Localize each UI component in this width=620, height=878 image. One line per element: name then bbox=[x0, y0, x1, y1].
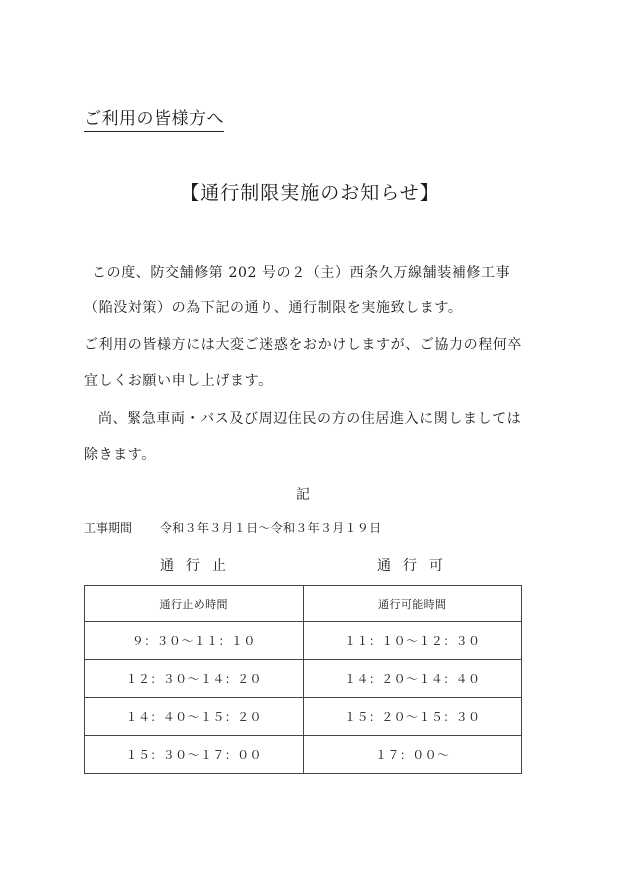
table-cell: ９：３０～１１：１０ bbox=[85, 622, 304, 660]
table-header-row bbox=[85, 586, 522, 622]
table-cell: １５：２０～１５：３０ bbox=[303, 698, 522, 736]
notice-title: 【通行制限実施のお知らせ】 bbox=[180, 182, 440, 204]
table-cell: １５：３０～１７：００ bbox=[85, 736, 304, 774]
construction-period-value: 令和３年３月１日～令和３年３月１９日 bbox=[160, 521, 382, 535]
table-header-pass-time: 通行可能時間 bbox=[303, 586, 522, 622]
body-line-2: （陥没対策）の為下記の通り、通行制限を実施致します。 bbox=[84, 300, 463, 316]
table-cell: １７：００～ bbox=[303, 736, 522, 774]
body-line-5: 尚、緊急車両・バス及び周辺住民の方の住居進入に関しましては bbox=[98, 411, 522, 427]
body-line-1: この度、防交舗修第 202 号の２（主）西条久万線舗装補修工事 bbox=[92, 265, 511, 281]
body-line-3: ご利用の皆様方には大変ご迷惑をおかけしますが、ご協力の程何卒 bbox=[84, 337, 522, 353]
construction-period-label: 工事期間 bbox=[84, 521, 133, 535]
table-row bbox=[85, 698, 522, 736]
table-row bbox=[85, 736, 522, 774]
table-row bbox=[85, 622, 522, 660]
column-label-stop: 通行止 bbox=[160, 558, 238, 574]
table-cell: １２：３０～１４：２０ bbox=[85, 660, 304, 698]
table-cell: １１：１０～１２：３０ bbox=[303, 622, 522, 660]
ki-heading: 記 bbox=[296, 487, 310, 503]
column-label-go: 通行可 bbox=[377, 558, 455, 574]
table-cell: １４：２０～１４：４０ bbox=[303, 660, 522, 698]
body-line-6: 除きます。 bbox=[84, 447, 156, 463]
table-cell: １４：４０～１５：２０ bbox=[85, 698, 304, 736]
greeting-heading: ご利用の皆様方へ bbox=[84, 104, 224, 132]
table-row bbox=[85, 660, 522, 698]
schedule-table bbox=[84, 585, 522, 774]
body-line-4: 宜しくお願い申し上げます。 bbox=[84, 373, 273, 389]
table-header-stop-time: 通行止め時間 bbox=[85, 586, 304, 622]
